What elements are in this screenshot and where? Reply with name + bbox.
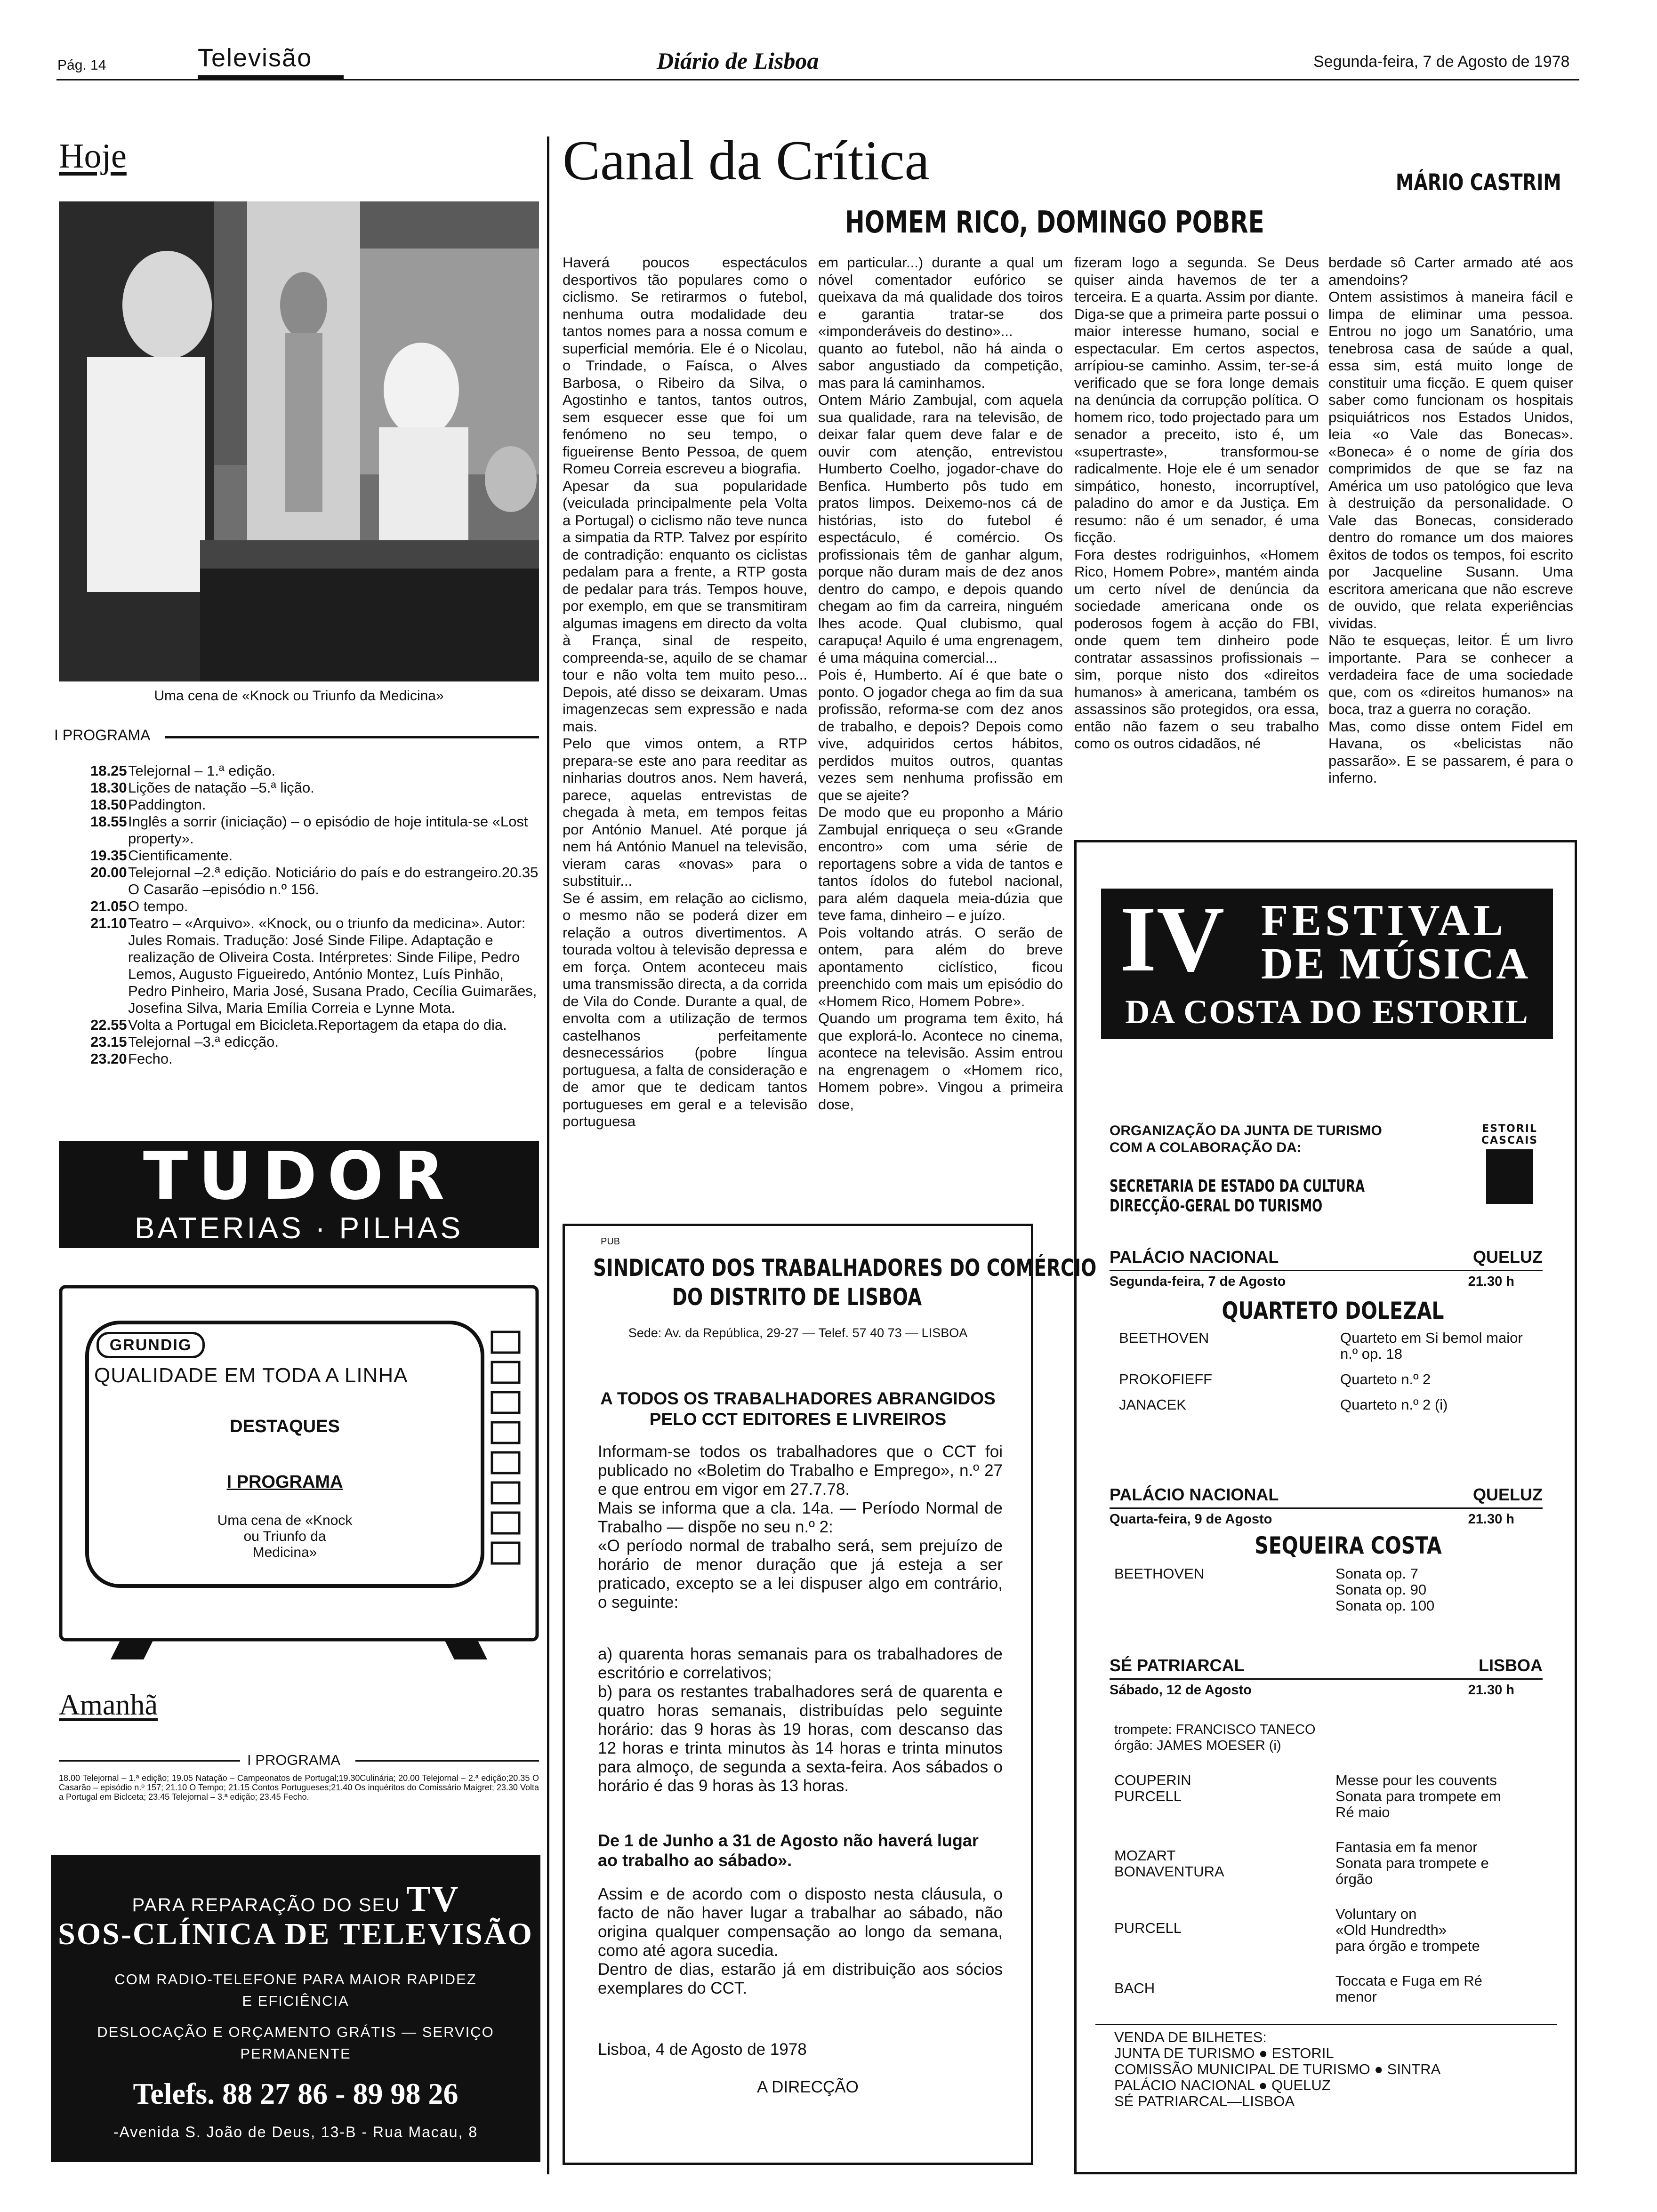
programa-rule: [165, 736, 539, 738]
festival-title-1: FESTIVAL: [1261, 896, 1507, 945]
sos-ad: [51, 1855, 540, 2162]
tudor-brand: TUDOR: [143, 1138, 455, 1215]
schedule-item: 18.30 Lições de natação –5.ª lição.: [90, 779, 314, 796]
union-ad: [563, 1224, 1097, 2165]
union-body-3: Assim e de acordo com o disposto nesta cláusula, o facto de não haver lugar a trabalhar ao sábado, não origina qualquer compensação ao longo da semana, como até agora sucedia. Dentro de dias, estarão já em distribuição aos sócios exemplares do CCT.: [598, 1885, 1003, 1997]
festival-title-3: DA COSTA DO ESTORIL: [1125, 993, 1529, 1031]
festival-org-2: COM A COLABORAÇÃO DA:: [1110, 1140, 1302, 1155]
union-note: De 1 de Junho a 31 de Agosto não haverá lugar ao trabalho ao sábado».: [598, 1831, 979, 1870]
amanha-rule-left: [59, 1760, 240, 1762]
sos-line5: PERMANENTE: [240, 2045, 351, 2062]
header-rule: [56, 79, 1579, 80]
concert-date-row: Segunda-feira, 7 de Agosto 21.30 h: [1110, 1274, 1514, 1289]
scene-photo: [59, 201, 539, 681]
concert-venue-row: SÉ PATRIARCAL LISBOA: [1110, 1656, 1543, 1675]
union-body-1: Informam-se todos os trabalhadores que o CCT foi publicado no «Boletim do Trabalho e Emprego», n.º 27 e que entrou em vigor em 27.7.78. Mais se informa que a cla. 14a. — Período Normal de Trabalho — dispõe no seu n.º 2: «O período normal de trabalho será, sem prejuízo de horário de menor duração que já esteja a ser praticado, excepto se a lei dispuser algo em contrário, o seguinte:: [598, 1443, 1003, 1611]
photo-caption: Uma cena de «Knock ou Triunfo da Medicina»: [154, 688, 444, 704]
grundig-slogan: QUALIDADE EM TODA A LINHA: [94, 1364, 408, 1387]
sos-phones: Telefs. 88 27 86 - 89 98 26: [133, 2077, 458, 2110]
festival-org-1: ORGANIZAÇÃO DA JUNTA DE TURISMO: [1110, 1123, 1382, 1138]
schedule-item: 23.15 Telejornal –3.ª edicção.: [90, 1034, 279, 1050]
union-title-1: SINDICATO DOS TRABALHADORES DO COMÉRCIO: [593, 1254, 1097, 1282]
concert-date-row: Quarta-feira, 9 de Agosto 21.30 h: [1110, 1512, 1514, 1527]
festival-title-2: DE MÚSICA: [1261, 939, 1530, 988]
concert-2: [1110, 1485, 1543, 1623]
article-headline: HOMEM RICO, DOMINGO POBRE: [845, 205, 1264, 240]
concert-rule: [1110, 1507, 1543, 1509]
festival-banner: [1101, 889, 1553, 1039]
schedule-item: 21.05 O tempo.: [90, 898, 188, 914]
amanha-title: Amanhã: [59, 1689, 158, 1721]
concert-date-row: Sábado, 12 de Agosto 21.30 h: [1110, 1683, 1514, 1698]
schedule-item: 21.10 Teatro – «Arquivo». «Knock, ou o triunfo da medicina». Autor: Jules Romais. Tradução: José Sinde Filipe. Adaptação e realização de Oliveira Costa. Intérpretes: Sinde Filipe, Pedro Lemos, Augusto Figueiredo, António Montez, Luís Pinhão, Pedro Pinheiro, Maria José, Susana Prado, Cecília Guimarães, Josefina Silva, Maria Emília Correia e Lynne Mota.: [90, 915, 537, 1016]
schedule-item: 18.50 Paddington.: [90, 796, 206, 813]
pub-label: PUB: [601, 1236, 620, 1247]
program-piece: PURCELL Voluntary on «Old Hundredth» para órgão e trompete: [1114, 1906, 1480, 1954]
author-name: MÁRIO CASTRIM: [1396, 169, 1561, 196]
tudor-ad: [59, 1138, 539, 1248]
concert-performers: trompete: FRANCISCO TANECO órgão: JAMES MOESER (i): [1114, 1722, 1316, 1753]
amanha-rule-right: [355, 1760, 539, 1762]
sos-line3: E EFICIÊNCIA: [242, 1993, 349, 2009]
union-subtitle-2: PELO CCT EDITORES E LIVREIROS: [649, 1410, 947, 1429]
concert-rule: [1110, 1270, 1543, 1271]
grundig-ad: [59, 1285, 539, 1661]
logo-badge: [1486, 1149, 1533, 1204]
ticket-sales: VENDA DE BILHETES: JUNTA DE TURISMO ● ESTORIL COMISSÃO MUNICIPAL DE TURISMO ● SINTRA PALÁCIO NACIONAL ● QUELUZ SÉ PATRIARCAL—LISBOA: [1114, 2029, 1441, 2109]
schedule-item: 19.35 Cientificamente.: [90, 847, 233, 864]
article-col-3: fizeram logo a segunda. Se Deus quiser ainda havemos de ter a terceira. E a quarta. Assim por diante. Diga-se que a primeira parte possui o maior interesse humano, social e espectacular. Em certos aspectos, arrípiou-se caminho. Assim, ter-se-á verificado que se fora longe demais na denúncia da corrupção política. O homem rico, todo projectado para um senador a preceito, isto é, um «supertraste», transformou-se radicalmente. Hoje ele é um senador simpático, honesto, incorruptível, paladino do amor e da Justiça. Em resumo: não é um senador, é uma ficção. Fora destes rodriguinhos, «Homem Rico, Homem Pobre», mantém ainda um certo nível de denúncia da sociedade americana onde os poderosos fogem à acção do FBI, onde quem tem dinheiro pode contratar assassinos profissionais – sim, porque nisto dos «direitos humanos» à americana, também os assassinos são protegidos, ora essa, então não fazem o seu trabalho como os outros cidadãos, né: [1074, 254, 1319, 752]
program-piece: BEETHOVEN Sonata op. 7 Sonata op. 90 Sonata op. 100: [1114, 1565, 1435, 1614]
column-divider: [547, 136, 549, 2174]
sos-line2: COM RADIO-TELEFONE PARA MAIOR RAPIDEZ: [114, 1971, 477, 1988]
sos-name: SOS-CLÍNICA DE TELEVISÃO: [58, 1917, 533, 1951]
festival-roman: IV: [1120, 887, 1225, 991]
amanha-programa-label: I PROGRAMA: [247, 1752, 341, 1768]
page-number: Pág. 14: [57, 57, 106, 73]
destaques-label: DESTAQUES: [230, 1417, 340, 1436]
hoje-title: Hoje: [59, 137, 127, 176]
union-address: Sede: Av. da República, 29-27 — Telef. 57 40 73 — LISBOA: [628, 1326, 968, 1340]
section-label: Televisão: [198, 44, 313, 72]
scene-photo-image: [59, 201, 539, 681]
concert-venue-row: PALÁCIO NACIONAL QUELUZ: [1110, 1247, 1543, 1266]
grundig-logo: GRUNDIG: [97, 1332, 205, 1358]
union-subtitle-1: A TODOS OS TRABALHADORES ABRANGIDOS: [600, 1389, 996, 1408]
program-piece: PROKOFIEFF Quarteto n.º 2: [1119, 1371, 1431, 1387]
program-piece: BEETHOVEN Quarteto em Si bemol maior n.º op. 18: [1119, 1330, 1523, 1362]
concert-rule: [1110, 1678, 1543, 1680]
union-body-2: a) quarenta horas semanais para os trabalhadores de escritório e correlativos; b) para os restantes trabalhadores será de quarenta e quatro horas semanais, distribuídas pelo seguinte horário: das 9 horas às 19 horas, com descanso das 12 horas e trinta minutos às 14 horas e trinta minutos para almoço, de segunda a sexta-feira. Aos sábados o horário é das 9 horas às 13 horas.: [598, 1645, 1003, 1795]
sos-line1: PARA REPARAÇÃO DO SEU TV: [132, 1878, 459, 1919]
program-piece: JANACEK Quarteto n.º 2 (i): [1119, 1396, 1448, 1413]
schedule-item: 18.25 Telejornal – 1.ª edição.: [90, 762, 276, 779]
article-col-2: em particular...) durante a qual um nóvel comentador eufórico se queixava da má qualidade dos toiros e garantia tratar-se dos «imponderáveis do destino»... quanto ao futebol, não há ainda o sabor angustiado da competição, mas para lá caminhamos. Ontem Mário Zambujal, com aquela sua qualidade, rara na televisão, de deixar falar quem deve falar e de ouvir com atenção, entrevistou Humberto Coelho, jogador-chave do Benfica. Humberto pôs tudo em pratos limpos. Deixemo-nos cá de histórias, isto do futebol é espectáculo, é comércio. Os profissionais têm de ganhar algum, porque não duram mais de dez anos dentro do campo, e depois quando chegam ao fim da carreira, ninguém lhes acode. Qual clubismo, qual carapuça! Aquilo é uma engrenagem, é uma máquina comercial... Pois é, Humberto. Aí é que bate o ponto. O jogador chega ao fim da sua profissão, reforma-se com dez anos de trabalho, e depois? Depois como vive, adquiridos certos hábitos, perdidos muitos outros, quantas vezes sem nenhuma profissão em que se ajeite? De modo que eu proponho a Mário Zambujal enriqueça o seu «Grande encontro» com uma série de reportagens sobre a vida de tantos e tantos ídolos do futebol nacional, para além daquela meia-dúzia que teve fama, dinheiro – e juízo. Pois voltando atrás. O serão de ontem, para além do breve apontamento ciclístico, ficou preenchido com mais um episódio do «Homem Rico, Homem Pobre». Quando um programa tem êxito, há que explorá-lo. Acontece no cinema, acontece na televisão. Assim entrou na engrenagem o «Homem rico, Homem pobre». Vingou a primeira dose,: [818, 254, 1063, 1113]
article-col-4: berdade sô Carter armado até aos amendoins? Ontem assistimos à maneira fácil e limpa de eliminar uma pessoa. Entrou no jogo um Sanatório, uma tenebrosa casa de saúde a qual, essa sim, está muito longe de constituir uma ficção. E quem quiser saber como funcionam os hospitais psiquiátricos nos Estados Unidos, leia «o Vale das Bonecas». «Boneca» é o nome de gíria dos comprimidos de que se faz na América um uso patológico que leva à destruição da personalidade. O Vale das Bonecas, considerado dentro do romance um dos maiores êxitos de todos os tempos, foi escrito por Jacqueline Susann. Uma escritora americana que não escreve de ouvido, que relata experiências vividas. Não te esqueças, leitor. É um livro importante. Para se conhecer a verdadeira face de uma sociedade que, com os «direitos humanos» na boca, traz a guerra no coração. Mas, como disse ontem Fidel em Havana, os «belicistas não passarão». E se passarem, é para o inferno.: [1328, 254, 1573, 786]
sos-line4: DESLOCAÇÃO E ORÇAMENTO GRÁTIS — SERVIÇO: [97, 2024, 494, 2040]
festival-org-3: SECRETARIA DE ESTADO DA CULTURA: [1110, 1177, 1365, 1196]
programa-label: I PROGRAMA: [54, 727, 151, 744]
program-piece: BACH Toccata e Fuga em Ré menor: [1114, 1972, 1482, 2005]
schedule-item: 18.55 Inglês a sorrir (iniciação) – o episódio de hoje intitula-se «Lost property».: [90, 813, 528, 847]
concert-venue-row: PALÁCIO NACIONAL QUELUZ: [1110, 1485, 1543, 1504]
newspaper-name: Diário de Lisboa: [657, 48, 819, 74]
schedule-item: 22.55 Volta a Portugal em Bicicleta.Reportagem da etapa do dia.: [90, 1017, 507, 1033]
tickets-rule: [1095, 2024, 1557, 2025]
schedule-list: [90, 762, 542, 1067]
section-title: Canal da Crítica: [563, 129, 930, 192]
festival-org-4: DIRECÇÃO-GERAL DO TURISMO: [1110, 1196, 1323, 1216]
program-piece: COUPERIN PURCELL Messe pour les couvents Sonata para trompete em Ré maio: [1114, 1772, 1501, 1820]
program-piece: MOZART BONAVENTURA Fantasia em fa menor Sonata para trompete e órgão: [1114, 1839, 1489, 1887]
union-signature: A DIRECÇÃO: [757, 2078, 859, 2096]
sos-address: -Avenida S. João de Deus, 13-B - Rua Macau, 8: [113, 2124, 478, 2140]
issue-date: Segunda-feira, 7 de Agosto de 1978: [1313, 53, 1570, 71]
schedule-item: 23.20 Fecho.: [90, 1050, 173, 1067]
tudor-tagline: BATERIAS · PILHAS: [134, 1211, 464, 1245]
concert-performer: SEQUEIRA COSTA: [1255, 1532, 1442, 1559]
amanha-schedule: 18.00 Telejornal – 1.ª edição; 19.05 Natação – Campeonatos de Portugal;19.30Culinária; 20.00 Telejornal – 2.ª edição;20.35 O Casarão – episódio n.º 157; 21.10 O Tempo; 21.15 Contos Portugueses;21.40 Os inquéritos do Comissário Maigret; 23.30 Volta a Portugal em Biclceta; 23.45 Telejornal – 3.ª edição; 23.45 Fecho.: [59, 1773, 539, 1802]
schedule-item: 20.00 Telejornal –2.ª edição. Noticiário do país e do estrangeiro.20.35 O Casarão –episódio n.º 156.: [90, 864, 539, 898]
concert-3: [1110, 1656, 1543, 2014]
article-col-1: Haverá poucos espectáculos desportivos tão populares como o ciclismo. Se retirarmos o futebol, nenhuma outra modalidade deu tantos nomes para a nossa comum e superficial memória. Ele é o Nicolau, o Trindade, o Faísca, o Alves Barbosa, o Ribeiro da Silva, o Agostinho e tantos, tantos outros, sem esquecer esse que foi um fenómeno no seu tempo, o figueirense Bento Pessoa, de quem Romeu Correia escreveu a biografia. Apesar da sua popularidade (veiculada principalmente pela Volta a Portugal) o ciclismo não teve nunca a simpatia da RTP. Talvez por espírito de contradição: enquanto os ciclistas pedalam para a frente, a RTP gosta de pedalar para trás. Tempos houve, por exemplo, em que se transmitiram algumas imagens em directo da volta à França, sinal de respeito, compreenda-se, aquilo de se chamar tour e não volta tem muito peso... Depois, até disso se deixaram. Umas imagenzecas sem expressão e nada mais. Pelo que vimos ontem, a RTP prepara-se este ano para reeditar as ninharias doutros anos. Nem haverá, parece, aquelas entrevistas de chegada à meta, em tempos feitas por António Manuel. Até porque já nem há António Manuel na televisão, vieram caras «novas» para o substituir... Se é assim, em relação ao ciclismo, o mesmo não se poderá dizer em relação a outros divertimentos. A tourada voltou à televisão depressa e em força. Ontem aconteceu mais uma transmissão directa, a da corrida de Vila do Conde. Durante a qual, de envolta com a utilização de termos castelhanos perfeitamente desnecessários (pobre língua portuguesa, a falta de consideração e de amor que te dedicam tantos portugueses em geral e a televisão portuguesa: [563, 254, 807, 1130]
grundig-highlight: Uma cena de «Knock ou Triunfo da Medicina»: [217, 1513, 353, 1560]
union-place-date: Lisboa, 4 de Agosto de 1978: [598, 2040, 807, 2059]
estoril-cascais-logo: ESTORIL CASCAIS: [1472, 1123, 1547, 1204]
festival-ad: [1074, 840, 1577, 2174]
concert-1: [1110, 1247, 1543, 1422]
grundig-programa: I PROGRAMA: [226, 1472, 343, 1492]
union-title-2: DO DISTRITO DE LISBOA: [672, 1283, 922, 1311]
concert-performer: QUARTETO DOLEZAL: [1222, 1297, 1444, 1324]
